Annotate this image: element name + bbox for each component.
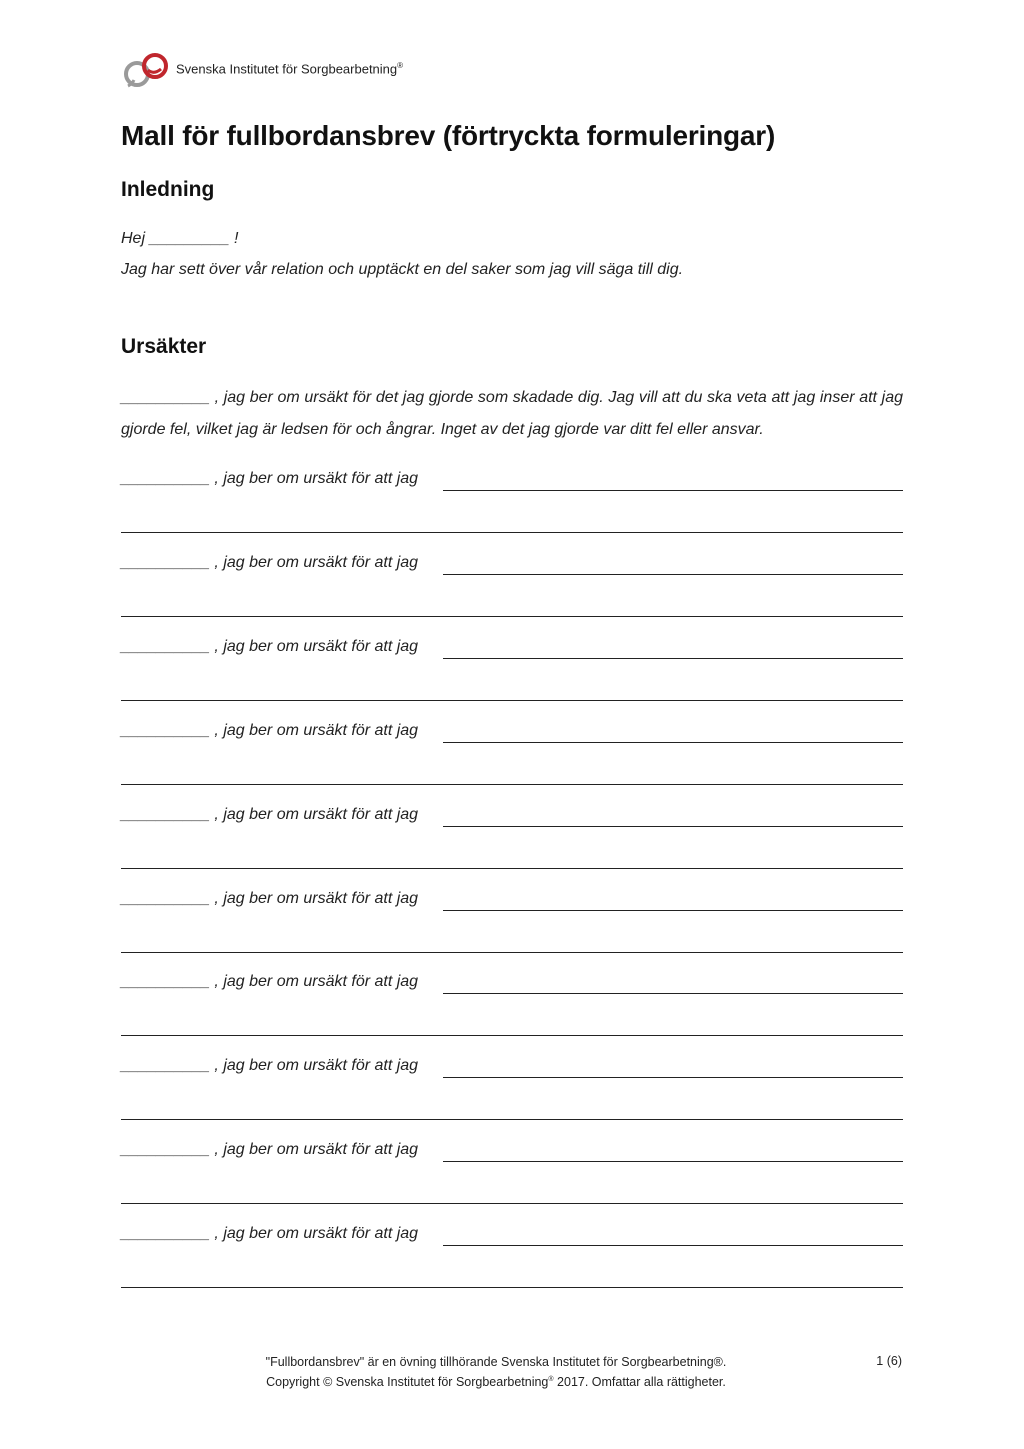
footer-line-1: "Fullbordansbrev" är en övning tillhörande Svenska Institutet för Sorgbearbetning®. [265, 1355, 727, 1369]
write-in-line[interactable] [443, 1161, 903, 1162]
apology-prompt: __________ , jag ber om ursäkt för att jag [121, 973, 419, 990]
write-in-line-continuation[interactable] [121, 952, 903, 953]
registered-mark: ® [397, 61, 404, 71]
logo-circles-icon [120, 50, 174, 90]
apology-row [121, 470, 903, 554]
greeting-line: Hej _________ ! [121, 230, 239, 247]
write-in-line-continuation[interactable] [121, 1035, 903, 1036]
footer-line-2 [200, 1371, 792, 1391]
write-in-line-continuation[interactable] [121, 1287, 903, 1288]
write-in-line[interactable] [443, 1077, 903, 1078]
apology-intro-paragraph: __________ , jag ber om ursäkt för det jag gjorde som skadade dig. Jag vill att du ska veta att jag inser att jag gjorde fel, vilket jag är ledsen för och ångrar. Inget av det jag gjorde var ditt fel eller ansvar. [121, 389, 903, 438]
section-heading-intro: Inledning [121, 178, 215, 201]
section-heading-apologies: Ursäkter [121, 335, 207, 358]
page-footer [200, 1354, 792, 1391]
apology-row [121, 554, 903, 638]
apology-prompt: __________ , jag ber om ursäkt för att jag [121, 638, 419, 655]
write-in-line[interactable] [443, 742, 903, 743]
write-in-line[interactable] [443, 490, 903, 491]
footer-rights: 2017. Omfattar alla rättigheter. [553, 1375, 726, 1390]
write-in-line[interactable] [443, 910, 903, 911]
apology-row [121, 1141, 903, 1225]
apology-prompt: __________ , jag ber om ursäkt för att jag [121, 470, 419, 487]
write-in-line[interactable] [443, 1245, 903, 1246]
apology-row [121, 1057, 903, 1141]
write-in-line-continuation[interactable] [121, 1119, 903, 1120]
apology-prompt: __________ , jag ber om ursäkt för att jag [121, 890, 419, 907]
footer-registered-mark: ® [548, 1376, 554, 1383]
page-title: Mall för fullbordansbrev (förtryckta formuleringar) [121, 120, 776, 151]
apology-prompt: __________ , jag ber om ursäkt för att jag [121, 722, 419, 739]
write-in-line[interactable] [443, 658, 903, 659]
write-in-line-continuation[interactable] [121, 700, 903, 701]
apology-prompt: __________ , jag ber om ursäkt för att jag [121, 1225, 419, 1242]
footer-copyright: Copyright © Svenska Institutet för Sorgbearbetning [266, 1375, 549, 1390]
apology-row [121, 973, 903, 1057]
apology-prompt: __________ , jag ber om ursäkt för att jag [121, 554, 419, 571]
write-in-line[interactable] [443, 574, 903, 575]
page-number: 1 (6) [876, 1354, 902, 1368]
apology-prompt: __________ , jag ber om ursäkt för att jag [121, 806, 419, 823]
apology-row [121, 1225, 903, 1309]
write-in-line-continuation[interactable] [121, 868, 903, 869]
page-header [120, 50, 403, 90]
organization-logo [120, 50, 174, 90]
organization-name [176, 61, 403, 76]
write-in-line-continuation[interactable] [121, 784, 903, 785]
apology-row [121, 722, 903, 806]
apology-prompt: __________ , jag ber om ursäkt för att jag [121, 1141, 419, 1158]
write-in-line-continuation[interactable] [121, 616, 903, 617]
intro-body: Jag har sett över vår relation och upptäckt en del saker som jag vill säga till dig. [121, 261, 684, 278]
apology-row [121, 806, 903, 890]
write-in-line-continuation[interactable] [121, 1203, 903, 1204]
write-in-line[interactable] [443, 826, 903, 827]
apology-row [121, 890, 903, 974]
organization-name-text: Svenska Institutet för Sorgbearbetning [176, 61, 398, 77]
write-in-line[interactable] [443, 993, 903, 994]
apology-row [121, 638, 903, 722]
apology-prompt: __________ , jag ber om ursäkt för att jag [121, 1057, 419, 1074]
write-in-line-continuation[interactable] [121, 532, 903, 533]
